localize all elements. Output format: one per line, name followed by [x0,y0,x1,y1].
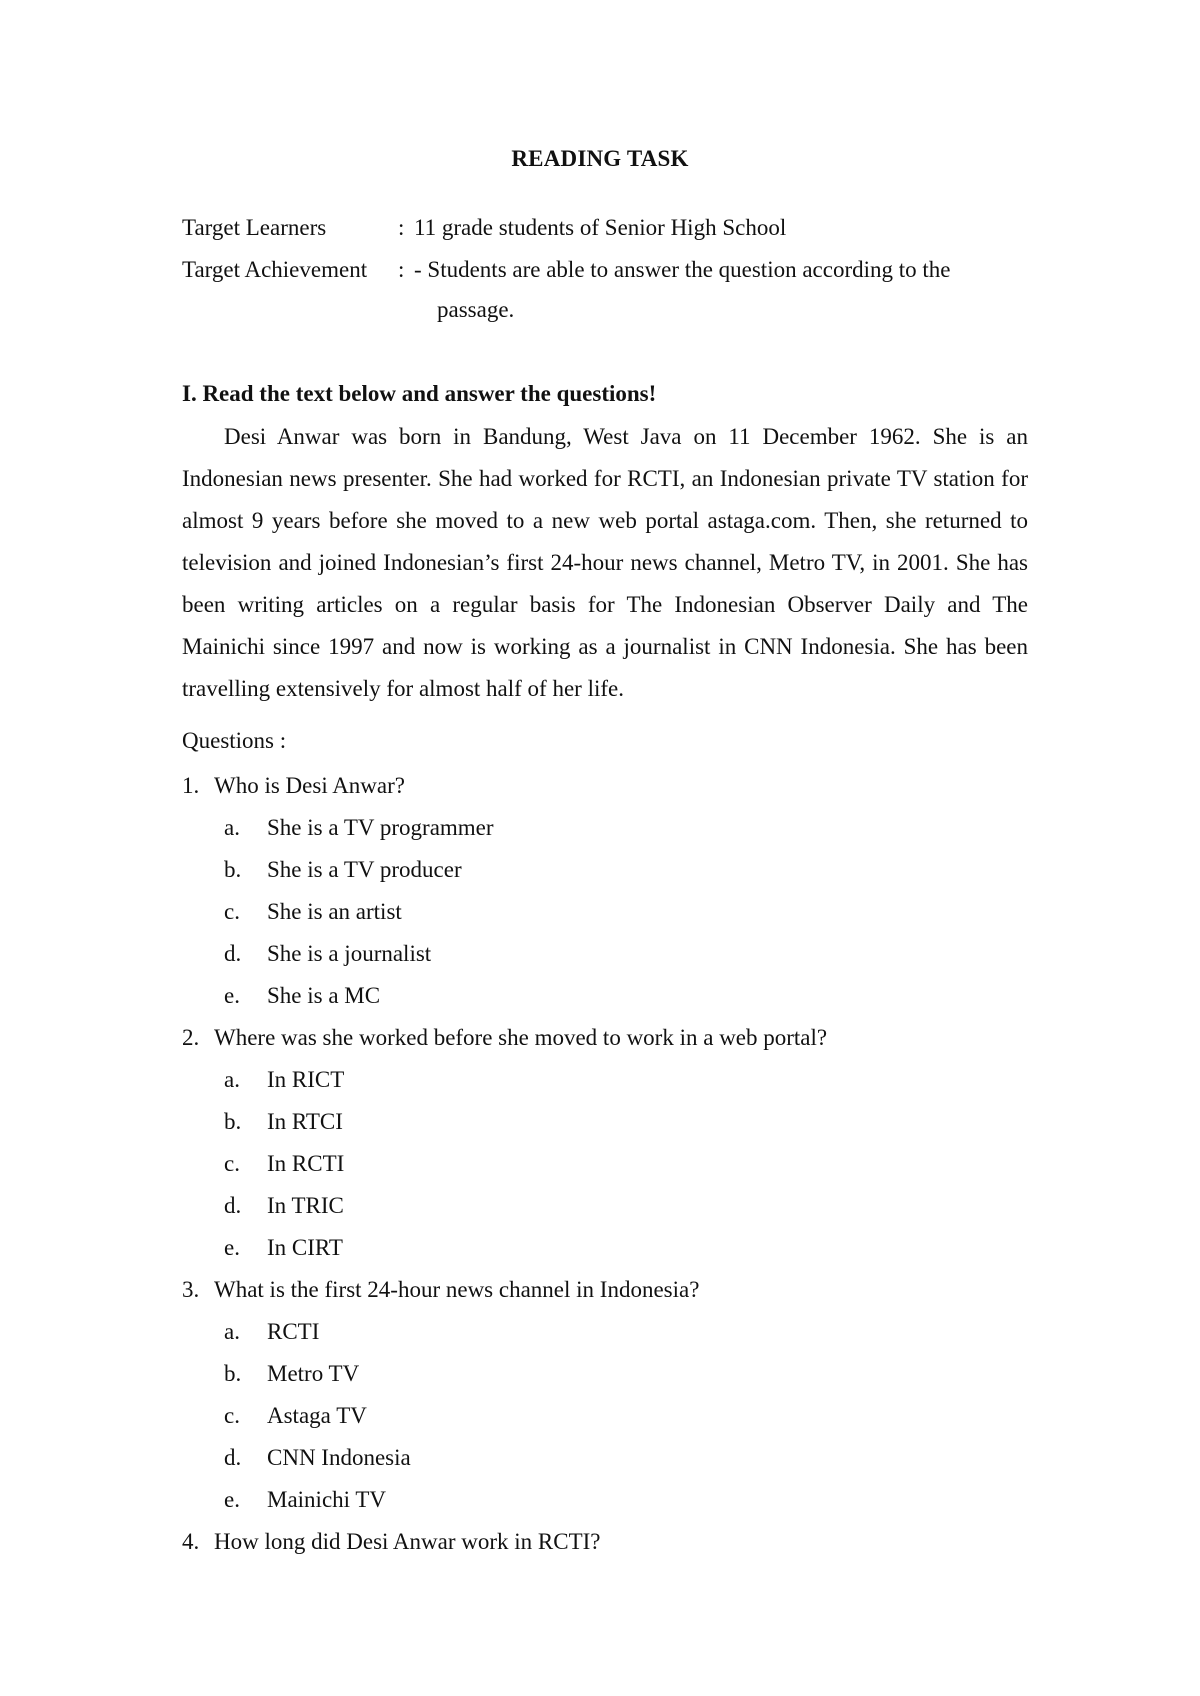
option-letter: d. [224,1193,242,1218]
section-heading: I. Read the text below and answer the questions! [182,381,657,406]
option-text: In CIRT [267,1235,343,1260]
meta-value: 11 grade students of Senior High School [414,215,787,240]
option-letter: c. [224,1403,240,1428]
question-item [182,765,1028,807]
option-letter: e. [224,1487,240,1512]
answer-option [182,933,1028,975]
answer-option [182,1479,1028,1521]
question-list [182,765,1028,1563]
question-number: 1. [182,773,200,798]
reading-passage: Desi Anwar was born in Bandung, West Java on 11 December 1962. She is an Indonesian news presenter. She had worked for RCTI, an Indonesian private TV station for almost 9 years before she moved to a new web portal astaga.com. Then, she returned to television and joined Indonesian’s first 24-hour news channel, Metro TV, in 2001. She has been writing articles on a regular basis for The Indonesian Observer Daily and The Mainichi since 1997 and now is working as a journalist in CNN Indonesia. She has been travelling extensively for almost half of her life. [182,424,1028,701]
option-text: RCTI [267,1319,320,1344]
option-letter: b. [224,1361,242,1386]
option-text: In RTCI [267,1109,343,1134]
answer-option [182,1185,1028,1227]
option-text: Mainichi TV [267,1487,387,1512]
question-text: How long did Desi Anwar work in RCTI? [214,1529,601,1554]
question-number: 3. [182,1277,200,1302]
option-letter: a. [224,1319,240,1344]
meta-colon: : [398,215,405,240]
answer-option [182,1227,1028,1269]
option-text: She is a journalist [267,941,432,966]
option-text: She is an artist [267,899,402,924]
meta-label: Target Learners [182,215,327,240]
answer-option [182,1059,1028,1101]
question-item [182,1269,1028,1311]
answer-option [182,1395,1028,1437]
answer-option [182,891,1028,933]
option-letter: b. [224,1109,242,1134]
option-letter: a. [224,1067,240,1092]
option-letter: e. [224,1235,240,1260]
option-text: In RICT [267,1067,345,1092]
question-item [182,1017,1028,1059]
option-text: Astaga TV [267,1403,367,1428]
option-text: Metro TV [267,1361,360,1386]
answer-option [182,1437,1028,1479]
option-text: In TRIC [267,1193,344,1218]
option-letter: c. [224,899,240,924]
answer-option [182,807,1028,849]
option-text: She is a MC [267,983,381,1008]
option-letter: a. [224,815,240,840]
question-number: 4. [182,1529,200,1554]
option-letter: b. [224,857,242,882]
answer-option [182,1101,1028,1143]
question-text: Where was she worked before she moved to work in a web portal? [214,1025,828,1050]
option-text: She is a TV programmer [267,815,494,840]
option-text: CNN Indonesia [267,1445,411,1470]
meta-label: Target Achievement [182,257,368,282]
option-letter: d. [224,941,242,966]
meta-value-continuation: passage. [437,297,515,322]
option-text: She is a TV producer [267,857,462,882]
option-letter: e. [224,983,240,1008]
questions-label: Questions : [182,728,287,753]
meta-colon: : [398,257,405,282]
meta-value: - Students are able to answer the question according to the [414,257,951,282]
question-item [182,1521,1028,1563]
answer-option [182,975,1028,1017]
answer-option [182,849,1028,891]
answer-option [182,1143,1028,1185]
option-text: In RCTI [267,1151,345,1176]
question-number: 2. [182,1025,200,1050]
answer-option [182,1353,1028,1395]
question-text: What is the first 24-hour news channel in Indonesia? [214,1277,700,1302]
document-title: READING TASK [511,146,689,171]
question-text: Who is Desi Anwar? [214,773,405,798]
option-letter: c. [224,1151,240,1176]
option-letter: d. [224,1445,242,1470]
answer-option [182,1311,1028,1353]
